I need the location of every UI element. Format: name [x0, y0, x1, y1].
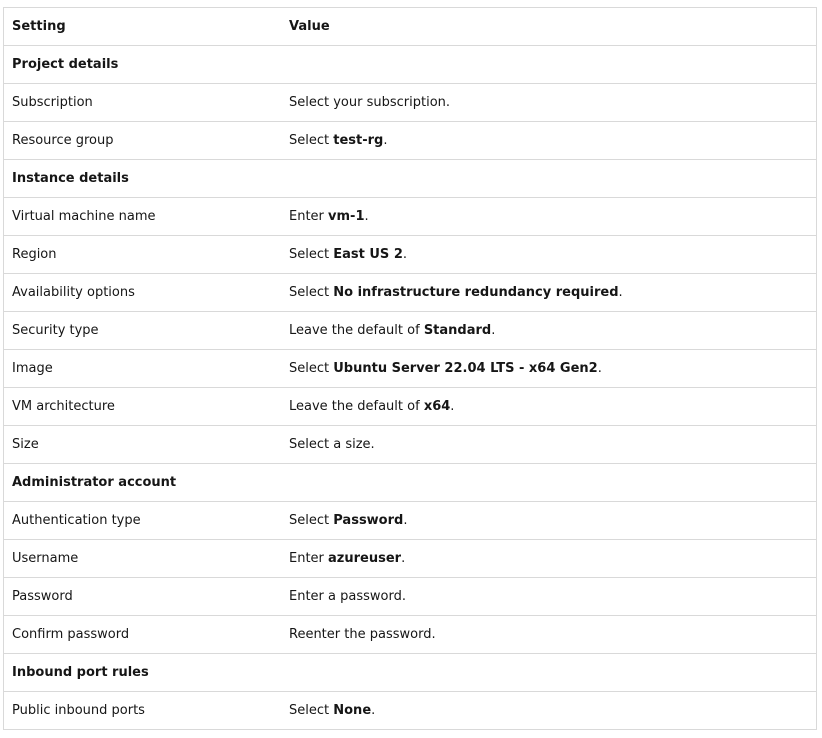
value-suffix: . — [403, 513, 408, 528]
value-suffix: . — [401, 551, 406, 566]
setting-name: VM architecture — [4, 388, 282, 426]
value-strong: x64 — [423, 399, 451, 414]
setting-value — [281, 198, 817, 236]
value-suffix: . — [597, 361, 602, 376]
setting-value — [281, 426, 817, 464]
table-row — [4, 312, 817, 350]
value-suffix: . — [450, 399, 455, 414]
section-header-row — [4, 160, 817, 198]
section-header-row — [4, 654, 817, 692]
setting-value — [281, 540, 817, 578]
setting-value — [281, 502, 817, 540]
setting-name: Confirm password — [4, 616, 282, 654]
setting-value — [281, 350, 817, 388]
section-header-row — [4, 46, 817, 84]
value-strong: test-rg — [333, 133, 384, 148]
value-strong: None — [333, 703, 372, 718]
table-row — [4, 236, 817, 274]
value-strong: No infrastructure redundancy required — [333, 285, 619, 300]
setting-name: Username — [4, 540, 282, 578]
value-prefix: Select a size. — [289, 437, 375, 452]
table-body — [4, 46, 817, 730]
table-row — [4, 426, 817, 464]
value-prefix: Enter a password. — [289, 589, 406, 604]
value-prefix: Leave the default of — [289, 399, 424, 414]
value-strong: Ubuntu Server 22.04 LTS - x64 Gen2 — [333, 361, 598, 376]
setting-name: Availability options — [4, 274, 282, 312]
setting-name: Password — [4, 578, 282, 616]
section-value-empty — [281, 46, 817, 84]
setting-value — [281, 578, 817, 616]
value-suffix: . — [371, 703, 376, 718]
setting-name: Resource group — [4, 122, 282, 160]
setting-name: Image — [4, 350, 282, 388]
settings-table — [3, 7, 817, 730]
setting-value — [281, 388, 817, 426]
value-strong: Password — [333, 513, 404, 528]
table-row — [4, 616, 817, 654]
column-header-value: Value — [281, 8, 817, 46]
value-prefix: Reenter the password. — [289, 627, 436, 642]
value-prefix: Select — [289, 513, 334, 528]
value-prefix: Select — [289, 133, 334, 148]
section-title: Inbound port rules — [4, 654, 282, 692]
section-title: Administrator account — [4, 464, 282, 502]
section-value-empty — [281, 160, 817, 198]
setting-name: Virtual machine name — [4, 198, 282, 236]
table-row — [4, 692, 817, 730]
table-row — [4, 502, 817, 540]
value-suffix: . — [491, 323, 496, 338]
setting-name: Authentication type — [4, 502, 282, 540]
setting-value — [281, 312, 817, 350]
table-row — [4, 84, 817, 122]
table-row — [4, 274, 817, 312]
value-prefix: Enter — [289, 209, 329, 224]
setting-value — [281, 122, 817, 160]
setting-value — [281, 616, 817, 654]
value-suffix: . — [402, 247, 408, 262]
section-value-empty — [281, 654, 817, 692]
setting-name: Subscription — [4, 84, 282, 122]
value-suffix: . — [364, 209, 369, 224]
value-prefix: Select — [289, 703, 334, 718]
value-strong: azureuser — [328, 551, 402, 566]
value-strong: Standard — [423, 323, 492, 338]
table-row — [4, 350, 817, 388]
setting-name: Region — [4, 236, 282, 274]
section-title: Instance details — [4, 160, 282, 198]
table-header-row — [4, 8, 817, 46]
table-row — [4, 540, 817, 578]
value-strong: vm-1 — [328, 209, 365, 224]
value-suffix: . — [383, 133, 388, 148]
setting-value — [281, 236, 817, 274]
setting-value — [281, 274, 817, 312]
setting-value — [281, 692, 817, 730]
value-prefix: Leave the default of — [289, 323, 424, 338]
value-strong: East US 2 — [333, 247, 403, 262]
table-row — [4, 198, 817, 236]
section-value-empty — [281, 464, 817, 502]
value-prefix: Select — [289, 247, 334, 262]
column-header-setting: Setting — [4, 8, 282, 46]
value-prefix: Select — [289, 361, 334, 376]
table-row — [4, 578, 817, 616]
setting-name: Size — [4, 426, 282, 464]
value-prefix: Select your subscription. — [289, 95, 451, 110]
table-row — [4, 122, 817, 160]
setting-name: Security type — [4, 312, 282, 350]
table-row — [4, 388, 817, 426]
setting-name: Public inbound ports — [4, 692, 282, 730]
value-prefix: Select — [289, 285, 334, 300]
section-header-row — [4, 464, 817, 502]
value-prefix: Enter — [289, 551, 329, 566]
value-suffix: . — [618, 285, 623, 300]
setting-value — [281, 84, 817, 122]
section-title: Project details — [4, 46, 282, 84]
